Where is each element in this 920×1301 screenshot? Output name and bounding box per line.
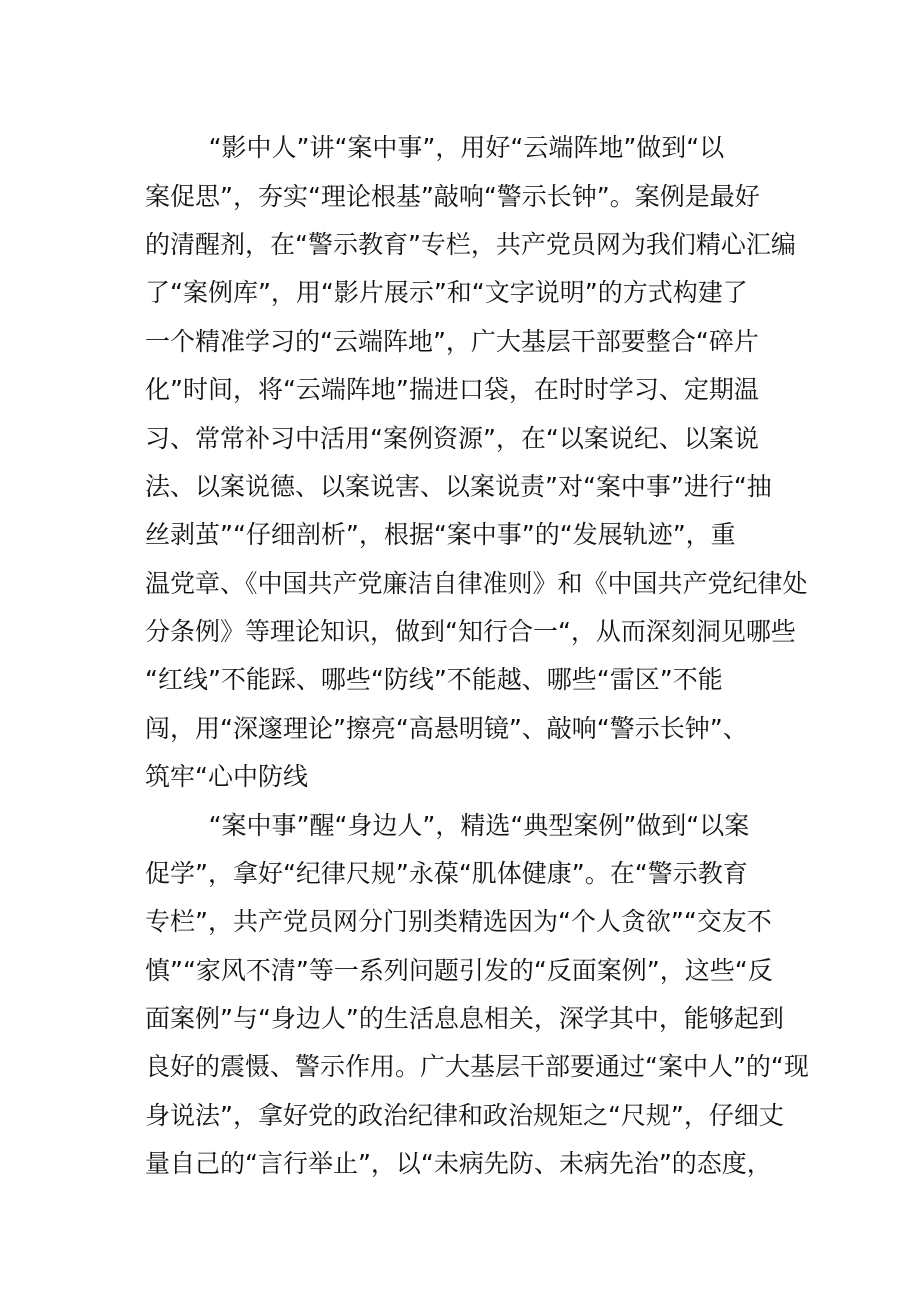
text-line: “案中事”醒“身边人”，精选“典型案例”做到“以案 — [145, 811, 750, 840]
text-line: 分条例》等理论知识，做到“知行合一“，从而深刻洞见哪些 — [145, 617, 796, 646]
text-line: 筑牢“心中防线 — [145, 762, 308, 791]
text-line: 了“案例库”，用“影片展示”和“文字说明”的方式构建了 — [145, 278, 748, 307]
text-line: 的清醒剂，在“警示教育”专栏，共产党员网为我们精心汇编 — [145, 230, 796, 259]
text-line: 身说法”，拿好党的政治纪律和政治规矩之“尺规”，仔细丈 — [145, 1101, 784, 1130]
text-line: 良好的震慑、警示作用。广大基层干部要通过“案中人”的“现 — [145, 1052, 809, 1081]
text-line: 慎”“家风不清”等一系列问题引发的“反面案例”，这些“反 — [145, 956, 773, 985]
text-line: 法、以案说德、以案说害、以案说责”对“案中事”进行“抽 — [145, 472, 772, 501]
text-line: 一个精准学习的“云端阵地”，广大基层干部要整合“碎片 — [145, 327, 759, 356]
text-line: 温党章、《中国共产党廉洁自律准则》和《中国共产党纪律处 — [145, 569, 808, 598]
text-line: 促学”，拿好“纪律尺规”永葆“肌体健康”。在“警示教育 — [145, 859, 748, 888]
text-line: 面案例”与“身边人”的生活息息相关，深学其中，能够起到 — [145, 1004, 784, 1033]
text-line: 量自己的“言行举止”，以“未病先防、未病先治”的态度， — [145, 1149, 772, 1178]
text-line: 专栏”，共产党员网分门别类精选因为“个人贪欲”“交友不 — [145, 907, 772, 936]
text-line: “红线”不能踩、哪些“防线”不能越、哪些“雷区”不能 — [145, 665, 723, 694]
text-line: 化”时间，将“云端阵地”揣进口袋，在时时学习、定期温 — [145, 375, 759, 404]
text-line: 案促思”，夯实“理论根基”敲响“警示长钟”。案例是最好 — [145, 182, 760, 211]
text-line: 习、常常补习中活用“案例资源”，在“以案说纪、以案说 — [145, 424, 759, 453]
text-line: 闯，用“深邃理论”擦亮“高悬明镜”、敲响“警示长钟”、 — [145, 714, 748, 743]
text-line: 丝剥茧”“仔细剖析”，根据“案中事”的“发展轨迹”，重 — [145, 520, 736, 549]
text-line: “影中人”讲“案中事”，用好“云端阵地”做到“以 — [145, 133, 725, 162]
